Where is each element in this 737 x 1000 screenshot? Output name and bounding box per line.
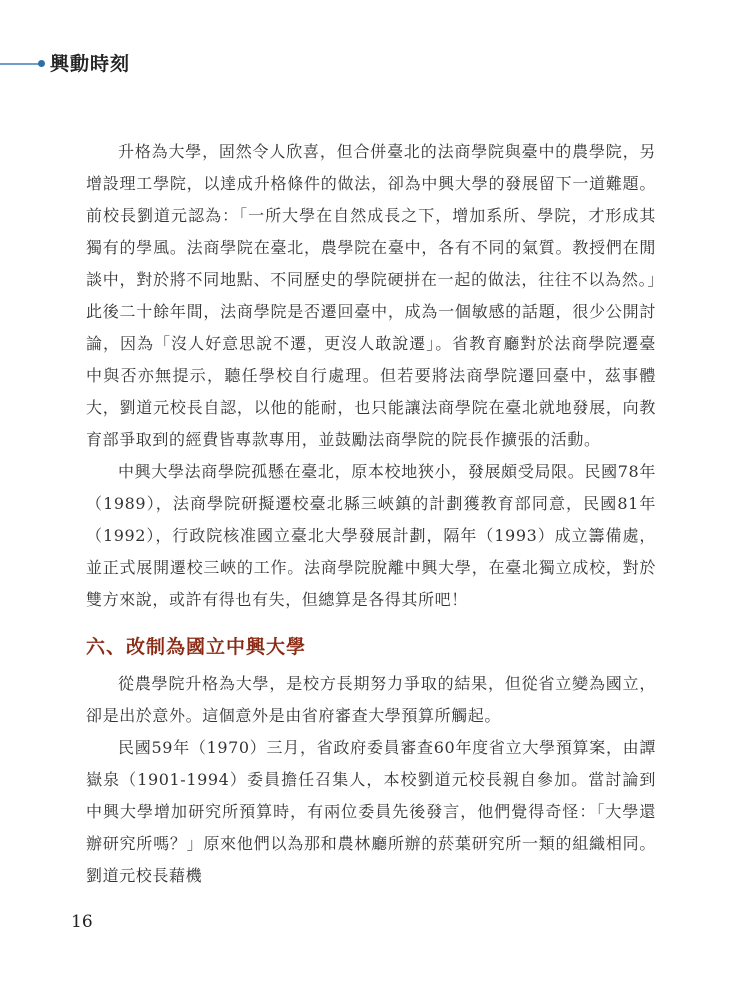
section-paragraph-1: 從農學院升格為大學，是校方長期努力爭取的結果，但從省立變為國立，卻是出於意外。這個意外是由省府審查大學預算所觸起。	[86, 674, 656, 725]
page-number: 16	[71, 912, 93, 932]
running-header-title: 興動時刻	[50, 53, 131, 75]
paragraph-1: 升格為大學，固然令人欣喜，但合併臺北的法商學院與臺中的農學院，另增設理工學院，以達成升格條件的做法，卻為中興大學的發展留下一道難題。前校長劉道元認為：「一所大學在自然成長之下，增加系所、學院，才形成其獨有的學風。法商學院在臺北，農學院在臺中，各有不同的氣質。教授們在閒談中，對於將不同地點、不同歷史的學院硬拼在一起的做法，往往不以為然。」此後二十餘年間，法商學院是否遷回臺中，成為一個敏感的話題，很少公開討論，因為「沒人好意思說不遷，更沒人敢說遷」。省教育廳對於法商學院遷臺中與否亦無提示，聽任學校自行處理。但若要將法商學院遷回臺中，茲事體大，劉道元校長自認，以他的能耐，也只能讓法商學院在臺北就地發展，向教育部爭取到的經費皆專款專用，並鼓勵法商學院的院長作擴張的活動。	[86, 142, 656, 449]
header-bullet-icon	[38, 60, 45, 67]
section-paragraph-2: 民國59年（1970）三月，省政府委員審查60年度省立大學預算案，由譚嶽泉（1901-1994）委員擔任召集人，本校劉道元校長親自參加。當討論到中興大學增加研究所預算時，有兩位委員先後發言，他們覺得奇怪：「大學還辦研究所嗎？」原來他們以為那和農林廳所辦的菸葉研究所一類的組織相同。劉道元校長藉機	[86, 738, 656, 885]
section-heading: 六、改制為國立中興大學	[86, 636, 307, 658]
header-rule	[0, 63, 40, 65]
body-text	[86, 136, 656, 892]
paragraph-2: 中興大學法商學院孤懸在臺北，原本校地狹小，發展頗受局限。民國78年（1989），法商學院研擬遷校臺北縣三峽鎮的計劃獲教育部同意，民國81年（1992），行政院核准國立臺北大學發展計劃，隔年（1993）成立籌備處，並正式展開遷校三峽的工作。法商學院脫離中興大學，在臺北獨立成校，對於雙方來說，或許有得也有失，但總算是各得其所吧！	[86, 462, 656, 609]
